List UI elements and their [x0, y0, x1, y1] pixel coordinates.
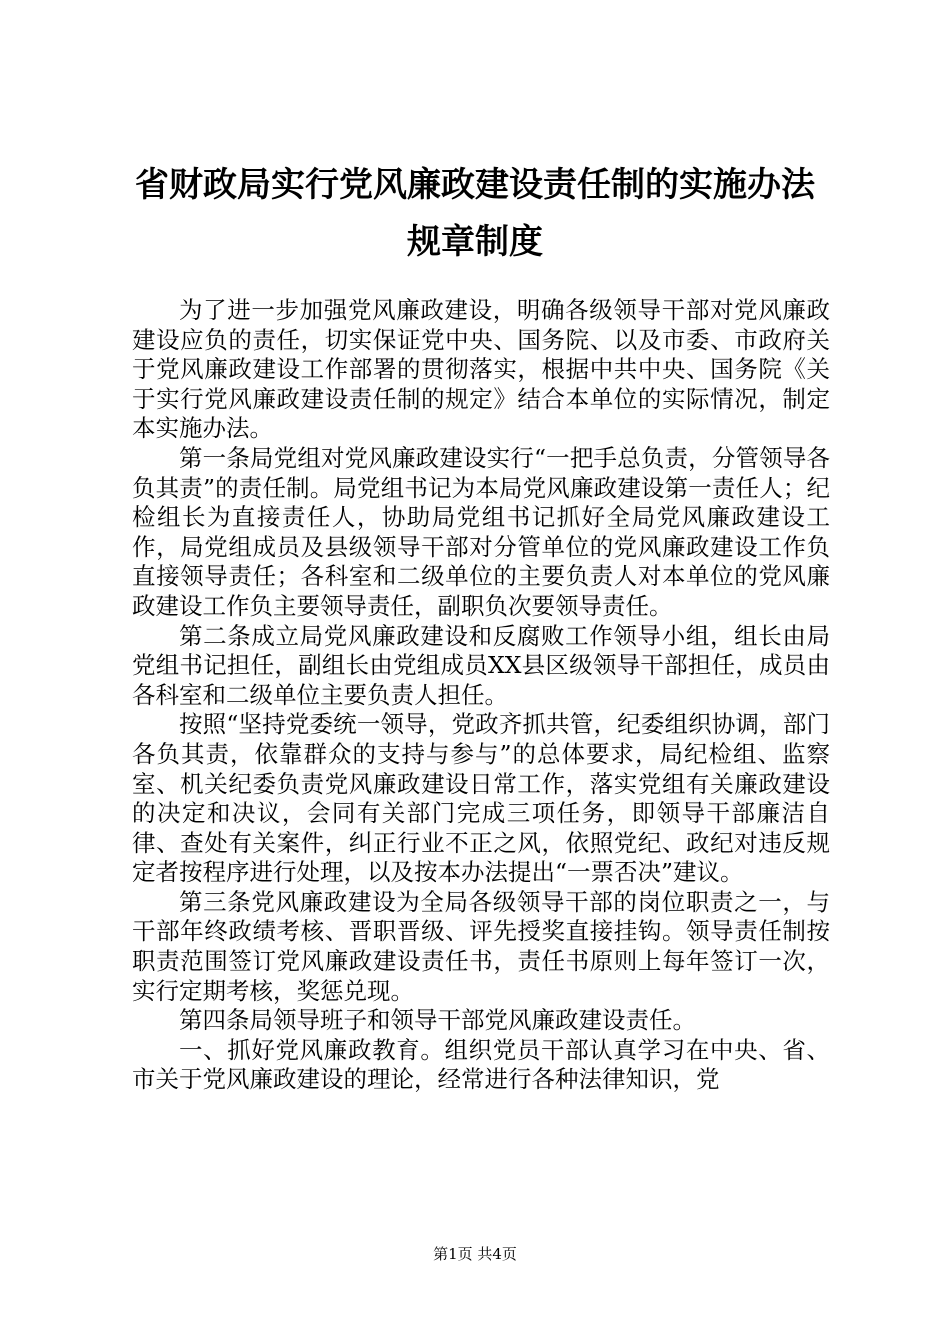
paragraph-article-3: 第三条党风廉政建设为全局各级领导干部的岗位职责之一，与干部年终政绩考核、晋职晋级、评先授奖直接挂钩。领导责任制按职责范围签订党风廉政建设责任书，责任书原则上每年签订一次，实行定期考核，奖惩兑现。: [132, 887, 830, 1005]
document-title-line-2: 规章制度: [407, 222, 543, 262]
page-footer: 第1页 共4页: [433, 1245, 517, 1263]
paragraph-item-1: 一、抓好党风廉政教育。组织党员干部认真学习在中央、省、市关于党风廉政建设的理论，经常进行各种法律知识，党: [132, 1035, 830, 1094]
paragraph-requirements: 按照“坚持党委统一领导，党政齐抓共管，纪委组织协调，部门各负其责，依靠群众的支持与参与”的总体要求，局纪检组、监察室、机关纪委负责党风廉政建设日常工作，落实党组有关廉政建设的决定和决议，会同有关部门完成三项任务，即领导干部廉洁自律、查处有关案件，纠正行业不正之风，依照党纪、政纪对违反规定者按程序进行处理，以及按本办法提出“一票否决”建议。: [132, 710, 830, 887]
paragraph-article-1: 第一条局党组对党风廉政建设实行“一把手总负责，分管领导各负其责”的责任制。局党组书记为本局党风廉政建设第一责任人；纪检组长为直接责任人，协助局党组书记抓好全局党风廉政建设工作，局党组成员及县级领导干部对分管单位的党风廉政建设工作负直接领导责任；各科室和二级单位的主要负责人对本单位的党风廉政建设工作负主要领导责任，副职负次要领导责任。: [132, 443, 830, 620]
document-title-line-1: 省财政局实行党风廉政建设责任制的实施办法: [135, 165, 815, 205]
paragraph-intro: 为了进一步加强党风廉政建设，明确各级领导干部对党风廉政建设应负的责任，切实保证党中央、国务院、以及市委、市政府关于党风廉政建设工作部署的贯彻落实，根据中共中央、国务院《关于实行党风廉政建设责任制的规定》结合本单位的实际情况，制定本实施办法。: [132, 296, 830, 443]
paragraph-article-2: 第二条成立局党风廉政建设和反腐败工作领导小组，组长由局党组书记担任，副组长由党组成员XX县区级领导干部担任，成员由各科室和二级单位主要负责人担任。: [132, 621, 830, 709]
document-body: [132, 296, 830, 1095]
paragraph-article-4: 第四条局领导班子和领导干部党风廉政建设责任。: [179, 1006, 696, 1035]
